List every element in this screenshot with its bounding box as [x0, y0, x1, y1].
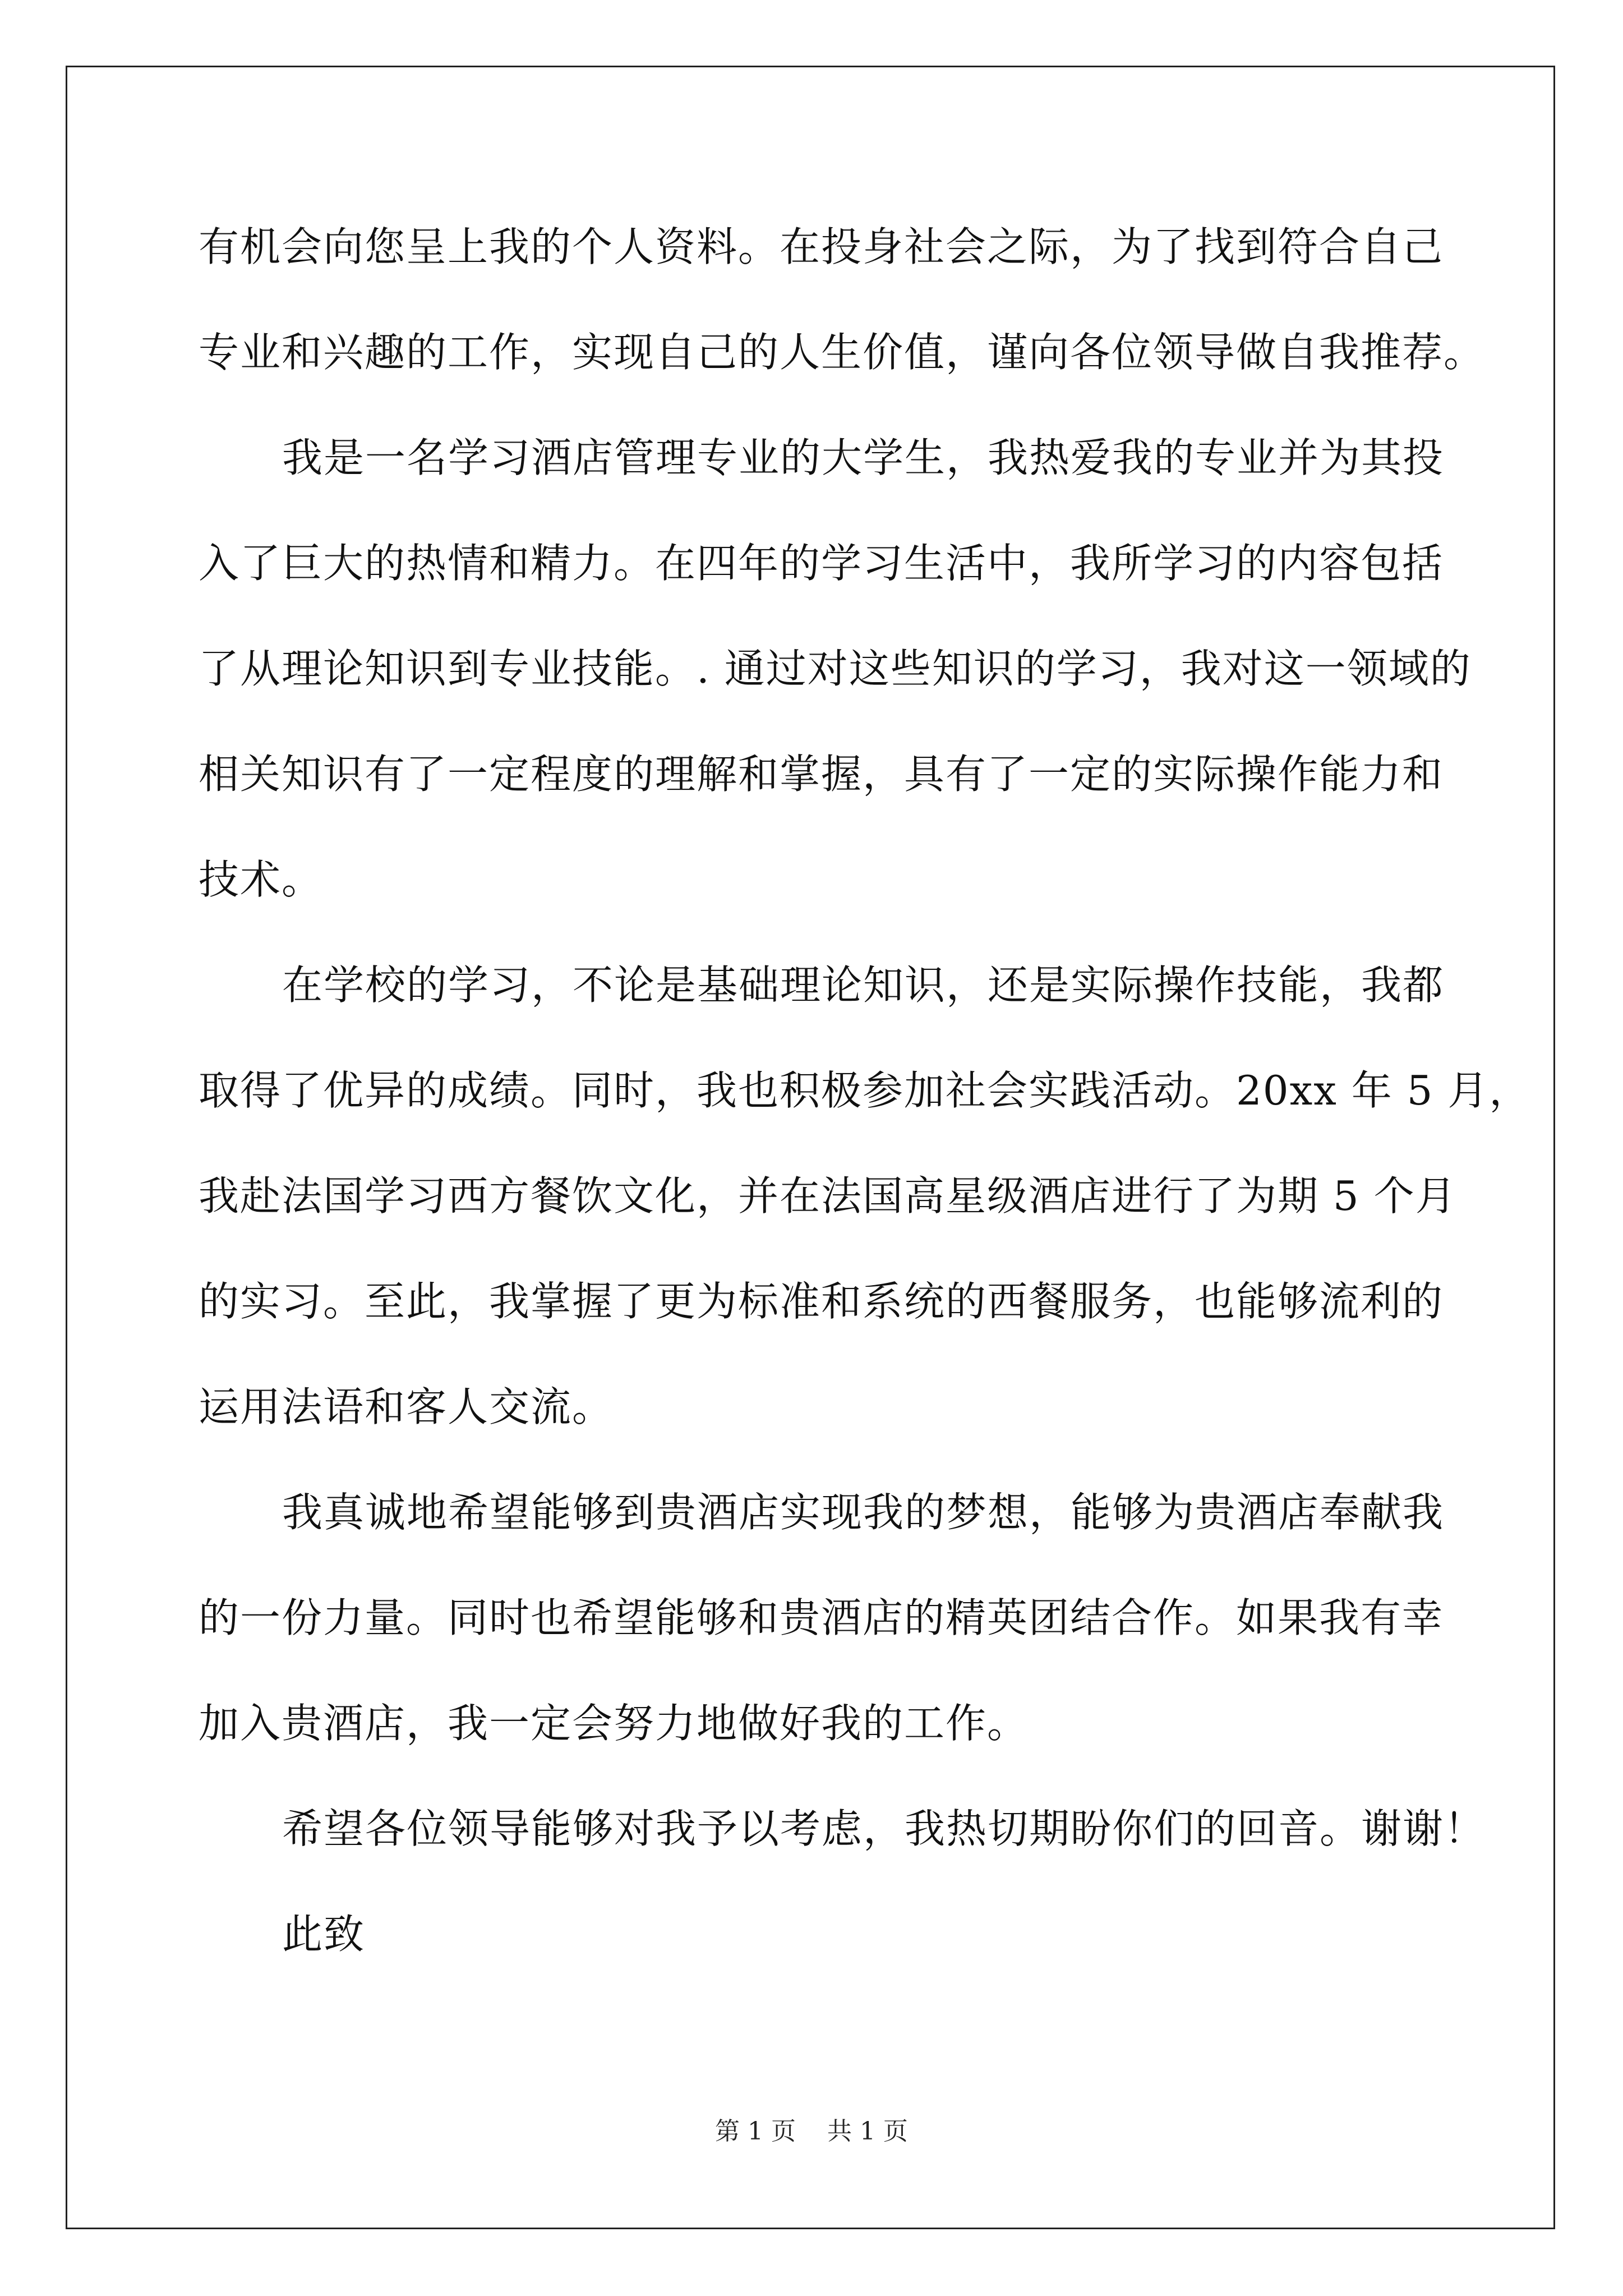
text-line: 的实习。至此，我掌握了更为标准和系统的西餐服务，也能够流利的	[199, 1278, 1444, 1325]
page-footer: 第 1 页 共 1 页	[715, 2117, 908, 2146]
text-line: 专业和兴趣的工作，实现自己的人生价值，谨向各位领导做自我推荐。	[199, 329, 1486, 376]
text-line: 相关知识有了一定程度的理解和掌握，具有了一定的实际操作能力和	[199, 751, 1444, 798]
text-line: 我赴法国学习西方餐饮文化，并在法国高星级酒店进行了为期 5 个月	[199, 1172, 1457, 1220]
text-line: 加入贵酒店，我一定会努力地做好我的工作。	[199, 1700, 1029, 1747]
paragraph-start-line: 我是一名学习酒店管理专业的大学生，我热爱我的专业并为其投	[282, 434, 1445, 481]
closing-salutation: 此致	[282, 1911, 366, 1958]
text-line: 运用法语和客人交流。	[199, 1383, 614, 1430]
text-line: 取得了优异的成绩。同时，我也积极参加社会实践活动。20xx 年 5 月，	[199, 1067, 1531, 1114]
text-line: 有机会向您呈上我的个人资料。在投身社会之际，为了找到符合自己	[199, 223, 1444, 270]
text-line: 入了巨大的热情和精力。在四年的学习生活中，我所学习的内容包括	[199, 540, 1444, 587]
paragraph-start-line: 在学校的学习，不论是基础理论知识，还是实际操作技能，我都	[282, 961, 1445, 1009]
text-line: 了从理论知识到专业技能。. 通过对这些知识的学习，我对这一领域的	[199, 645, 1472, 692]
text-line: 的一份力量。同时也希望能够和贵酒店的精英团结合作。如果我有幸	[199, 1594, 1444, 1641]
paragraph-start-line: 希望各位领导能够对我予以考虑，我热切期盼你们的回音。谢谢！	[282, 1805, 1486, 1852]
text-line: 技术。	[199, 856, 324, 903]
paragraph-start-line: 我真诚地希望能够到贵酒店实现我的梦想，能够为贵酒店奉献我	[282, 1489, 1445, 1536]
